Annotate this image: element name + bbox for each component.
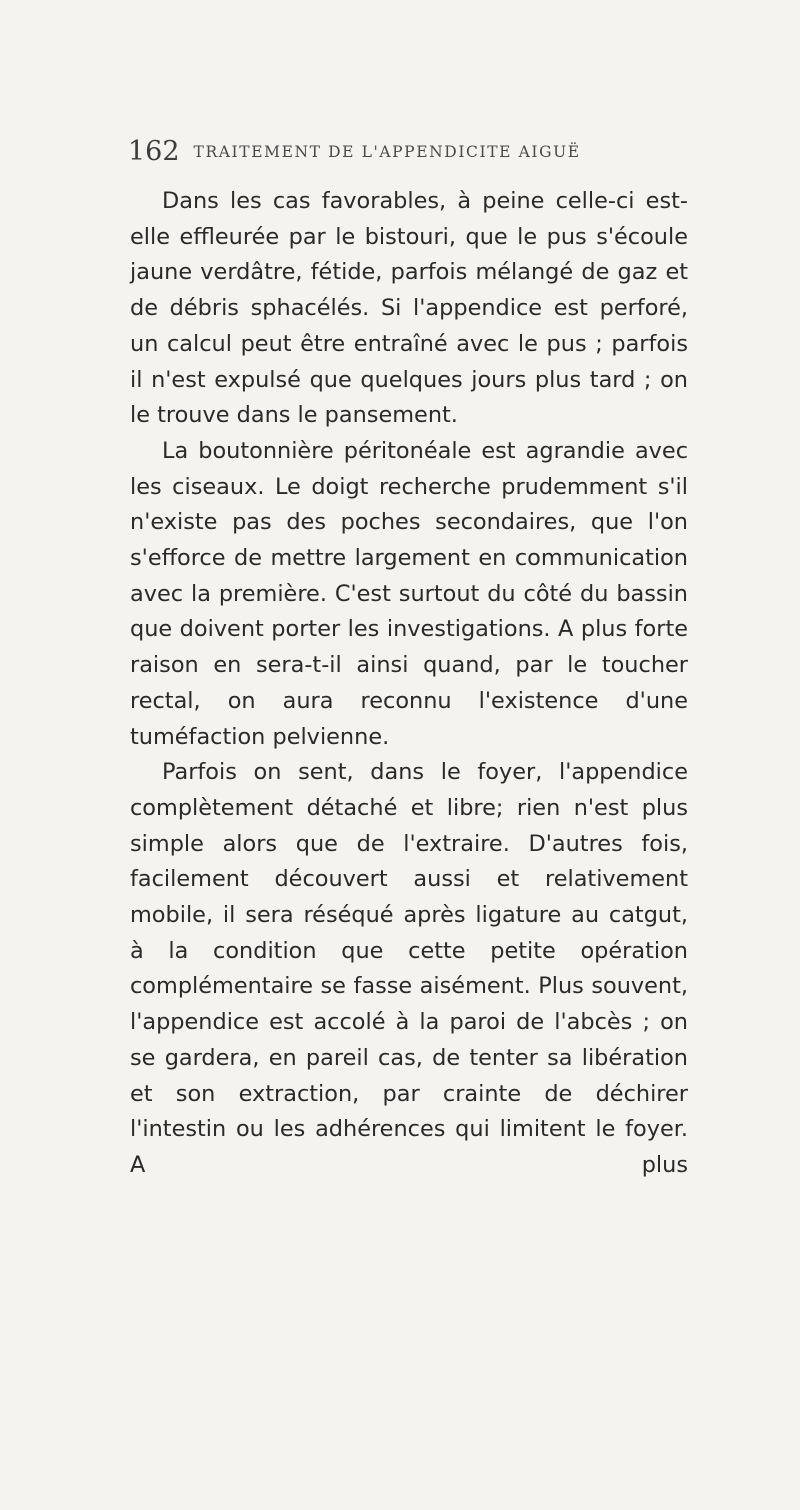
paragraph-3: Parfois on sent, dans le foyer, l'appendice complètement détaché et libre; rien n'est plus simple alors que de l'extraire. D'autres fois, facilement découvert aussi et relativement mobile, il sera réséqué après ligature au catgut, à la condition que cette petite opération complémentaire se fasse aisément. Plus souvent, l'appendice est accolé à la paroi de l'abcès ; on se gardera, en pareil cas, de tenter sa libération et son extraction, par crainte de déchirer l'intestin ou les adhérences qui limitent le foyer. A plus bbox=[130, 759, 688, 1178]
body-text bbox=[130, 184, 688, 1184]
running-title: TRAITEMENT DE L'APPENDICITE AIGUË bbox=[193, 143, 581, 161]
paragraph-2: La boutonnière péritonéale est agrandie avec les ciseaux. Le doigt recherche prudemment s'il n'existe pas des poches secondaires, que l'on s'efforce de mettre largement en communication avec la première. C'est surtout du côté du bassin que doivent porter les investigations. A plus forte raison en sera-t-il ainsi quand, par le toucher rectal, on aura reconnu l'existence d'une tuméfaction pelvienne. bbox=[130, 437, 688, 750]
page-header bbox=[128, 136, 688, 176]
paragraph-1: Dans les cas favorables, à peine celle-ci est-elle effleurée par le bistouri, que le pus s'écoule jaune verdâtre, fétide, parfois mélangé de gaz et de débris sphacélés. Si l'appendice est perforé, un calcul peut être entraîné avec le pus ; parfois il n'est expulsé que quelques jours plus tard ; on le trouve dans le pansement. bbox=[130, 188, 688, 429]
page-number: 162 bbox=[128, 136, 180, 167]
